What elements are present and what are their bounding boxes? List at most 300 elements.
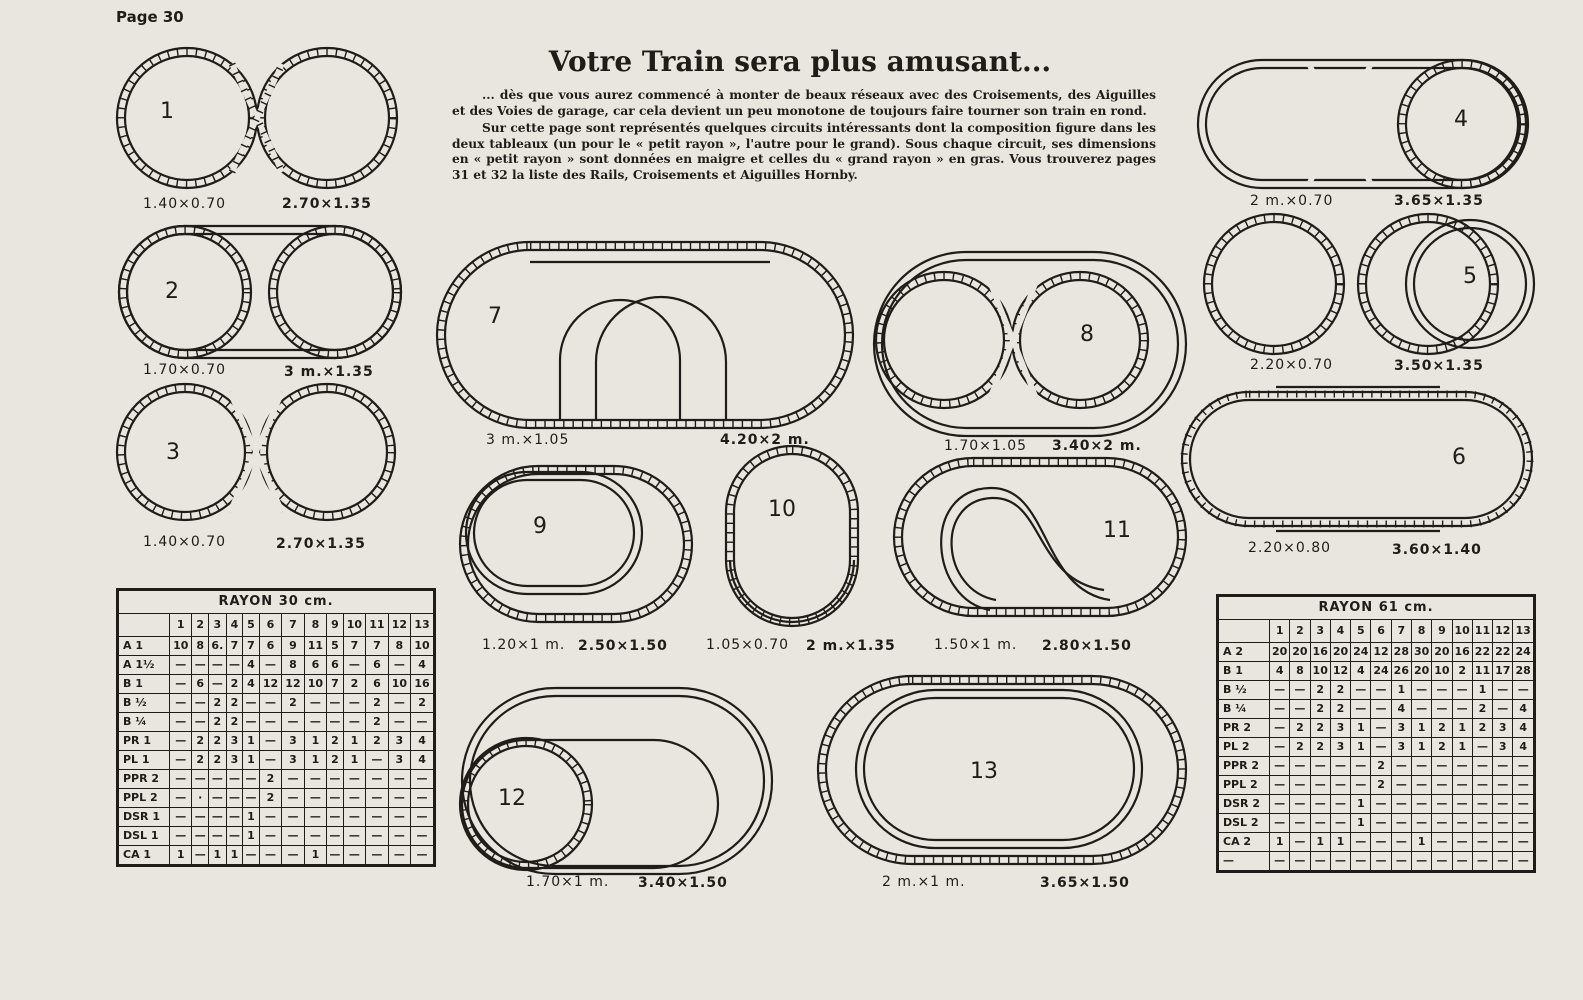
table-cell: —	[226, 770, 243, 789]
table-cell: —	[1351, 776, 1371, 795]
circuit-11-large-dims: 2.80×1.50	[1042, 638, 1132, 654]
table-cell: 1	[1411, 719, 1431, 738]
row-label: PPR 2	[1218, 757, 1270, 776]
table-cell: 1	[170, 846, 192, 866]
table-cell: —	[192, 770, 209, 789]
table-cell: —	[192, 713, 209, 732]
table-cell: 3	[282, 732, 304, 751]
table-cell: —	[1351, 700, 1371, 719]
table-cell: 1	[1411, 833, 1431, 852]
table-cell: —	[388, 827, 410, 846]
table-cell: —	[327, 694, 344, 713]
column-header: 10	[1452, 620, 1472, 643]
column-header: 12	[1493, 620, 1513, 643]
circuit-6-large-dims: 3.60×1.40	[1392, 542, 1482, 558]
table-cell: 2	[226, 713, 243, 732]
table-cell: —	[282, 789, 304, 808]
table-cell: —	[226, 789, 243, 808]
table-cell: 1	[209, 846, 227, 866]
table-cell: 3	[388, 751, 410, 770]
table-cell: —	[170, 675, 192, 694]
table-cell: —	[1452, 681, 1472, 700]
table-cell: —	[366, 789, 388, 808]
table-cell: —	[1472, 776, 1492, 795]
table-cell: —	[1290, 700, 1310, 719]
table-cell: —	[1371, 719, 1391, 738]
table-cell: —	[1411, 852, 1431, 872]
column-header: 7	[1391, 620, 1411, 643]
table-cell: —	[282, 713, 304, 732]
table-cell: —	[1290, 795, 1310, 814]
table-cell: —	[259, 656, 281, 675]
table-cell: —	[327, 770, 344, 789]
table-cell: —	[343, 713, 365, 732]
table-cell: 16	[1452, 643, 1472, 662]
table-cell: 2	[226, 675, 243, 694]
table-cell: —	[170, 751, 192, 770]
table-cell: —	[1493, 681, 1513, 700]
table-cell: —	[1493, 776, 1513, 795]
circuit-2-number: 2	[165, 279, 179, 304]
table-cell: —	[192, 808, 209, 827]
table-cell: 10	[170, 637, 192, 656]
table-cell: 10	[1432, 662, 1452, 681]
table-cell: 2	[226, 694, 243, 713]
column-header: 2	[192, 614, 209, 637]
circuit-12-number: 12	[498, 786, 526, 811]
table-cell: —	[366, 751, 388, 770]
table-cell: —	[209, 770, 227, 789]
table-cell: 4	[411, 656, 435, 675]
table-cell: —	[1513, 795, 1535, 814]
table-cell: —	[366, 770, 388, 789]
table-cell: —	[1351, 757, 1371, 776]
circuit-2-small-dims: 1.70×0.70	[143, 362, 227, 378]
table-cell: 1	[1351, 795, 1371, 814]
circuit-4-diagram	[1198, 60, 1528, 188]
table-cell: —	[1513, 757, 1535, 776]
row-label: B ¼	[118, 713, 170, 732]
table-cell: 2	[366, 732, 388, 751]
table-cell: —	[1290, 814, 1310, 833]
table-row	[1218, 681, 1535, 700]
table-cell: —	[1270, 757, 1290, 776]
table-cell: —	[259, 751, 281, 770]
table-row	[118, 656, 435, 675]
table-cell: —	[1391, 833, 1411, 852]
table-cell: —	[1493, 795, 1513, 814]
table-cell: 6	[304, 656, 326, 675]
table-row	[118, 827, 435, 846]
circuit-6-number: 6	[1452, 445, 1466, 470]
table-cell: —	[1472, 795, 1492, 814]
circuit-4-number: 4	[1454, 107, 1468, 132]
circuit-4-small-dims: 2 m.×0.70	[1250, 193, 1334, 209]
table-cell: —	[1351, 681, 1371, 700]
circuit-3-large-dims: 2.70×1.35	[276, 536, 366, 552]
table-cell: 4	[1513, 738, 1535, 757]
table-cell: —	[243, 694, 260, 713]
table-cell: 6	[327, 656, 344, 675]
table-cell: 10	[1310, 662, 1330, 681]
table-cell: 2	[209, 732, 227, 751]
table-cell: —	[1472, 833, 1492, 852]
table-cell: —	[1270, 700, 1290, 719]
row-label: DSL 2	[1218, 814, 1270, 833]
table-cell: 1	[1351, 814, 1371, 833]
row-label: PL 1	[118, 751, 170, 770]
circuit-3-number: 3	[166, 440, 180, 465]
row-label: B 1	[1218, 662, 1270, 681]
intro-paragraph-1: ... dès que vous aurez commencé à monter de beaux réseaux avec des Croisements, des Aiguilles et des Voies de garage, car cela devient un peu monotone de toujours faire tourner son train en rond.	[452, 88, 1156, 118]
table-cell: —	[1432, 757, 1452, 776]
table-cell: 1	[1391, 681, 1411, 700]
rayon-61-table	[1216, 594, 1536, 873]
table-cell: —	[192, 694, 209, 713]
table-cell: 3	[1391, 719, 1411, 738]
table-cell: —	[1513, 776, 1535, 795]
table-row	[1218, 852, 1535, 872]
table-cell: —	[1493, 814, 1513, 833]
column-header: 8	[304, 614, 326, 637]
column-header: 5	[243, 614, 260, 637]
table-cell: —	[1411, 795, 1431, 814]
circuit-11-diagram	[894, 458, 1186, 616]
table-cell: 3	[1330, 719, 1350, 738]
table-cell: —	[343, 827, 365, 846]
circuit-11-number: 11	[1103, 518, 1131, 543]
row-label: DSR 2	[1218, 795, 1270, 814]
table-cell: 4	[1270, 662, 1290, 681]
table-cell: 20	[1270, 643, 1290, 662]
table-cell: 2	[192, 751, 209, 770]
table-cell: 1	[243, 808, 260, 827]
table-row	[1218, 776, 1535, 795]
column-header: 1	[1270, 620, 1290, 643]
table-cell: 1	[1411, 738, 1431, 757]
circuit-5-large-dims: 3.50×1.35	[1394, 358, 1484, 374]
table-row	[1218, 662, 1535, 681]
table-cell: 2	[1452, 662, 1472, 681]
table-cell: 2	[1310, 719, 1330, 738]
table-cell: 4	[1513, 700, 1535, 719]
table-cell: —	[411, 770, 435, 789]
table-cell: —	[1310, 776, 1330, 795]
rayon-61-caption: RAYON 61 cm.	[1218, 596, 1535, 620]
table-cell: 2	[1330, 681, 1350, 700]
table-cell: 2	[209, 694, 227, 713]
table-cell: —	[327, 827, 344, 846]
table-cell: —	[259, 827, 281, 846]
table-cell: —	[327, 789, 344, 808]
table-cell: ·	[192, 789, 209, 808]
table-cell: —	[304, 713, 326, 732]
circuit-13-number: 13	[970, 759, 998, 784]
table-cell: —	[388, 808, 410, 827]
table-row	[118, 751, 435, 770]
table-cell: 3	[388, 732, 410, 751]
table-cell: —	[170, 732, 192, 751]
circuit-13-diagram	[818, 676, 1186, 864]
table-cell: 24	[1513, 643, 1535, 662]
table-cell: —	[170, 713, 192, 732]
circuit-9-number: 9	[533, 514, 547, 539]
row-label: PL 2	[1218, 738, 1270, 757]
table-cell: 1	[343, 751, 365, 770]
circuit-5-small-dims: 2.20×0.70	[1250, 357, 1334, 373]
circuit-5-number: 5	[1463, 264, 1477, 289]
table-cell: —	[304, 808, 326, 827]
table-cell: —	[1310, 757, 1330, 776]
table-cell: 2	[343, 675, 365, 694]
table-cell: 20	[1330, 643, 1350, 662]
column-header: 9	[1432, 620, 1452, 643]
table-cell: —	[1290, 681, 1310, 700]
table-cell: 28	[1391, 643, 1411, 662]
table-cell: 11	[304, 637, 326, 656]
table-cell: —	[388, 713, 410, 732]
table-cell: 16	[1310, 643, 1330, 662]
row-label: B ¼	[1218, 700, 1270, 719]
column-header: 3	[1310, 620, 1330, 643]
table-cell: 1	[304, 751, 326, 770]
table-cell: —	[209, 808, 227, 827]
circuit-9-diagram	[460, 466, 692, 622]
table-cell: 1	[1270, 833, 1290, 852]
circuit-4-large-dims: 3.65×1.35	[1394, 193, 1484, 209]
table-cell: 1	[1351, 719, 1371, 738]
table-cell: 6	[366, 656, 388, 675]
table-cell: —	[1432, 852, 1452, 872]
table-cell: 10	[411, 637, 435, 656]
table-cell: 2	[1310, 681, 1330, 700]
table-cell: —	[1432, 795, 1452, 814]
table-cell: —	[343, 808, 365, 827]
table-cell: —	[388, 846, 410, 866]
table-cell: 2	[259, 770, 281, 789]
table-cell: —	[1432, 776, 1452, 795]
table-cell: —	[1411, 814, 1431, 833]
table-cell: 1	[243, 827, 260, 846]
table-cell: —	[1452, 776, 1472, 795]
table-cell: 3	[1493, 719, 1513, 738]
column-header: 9	[327, 614, 344, 637]
table-cell: 4	[411, 732, 435, 751]
table-cell: —	[1513, 833, 1535, 852]
table-cell: —	[1330, 814, 1350, 833]
table-cell: —	[327, 846, 344, 866]
table-cell: —	[1452, 757, 1472, 776]
table-cell: 3	[226, 751, 243, 770]
table-cell: 12	[1371, 643, 1391, 662]
column-header: 12	[388, 614, 410, 637]
intro-paragraph-2: Sur cette page sont représentés quelques circuits intéressants dont la composition figure dans les deux tableaux (un pour le « petit rayon », l'autre pour le grand). Sous chaque circuit, ses dimensions en « petit rayon » sont données en maigre et celles du « grand rayon » en gras. Vous trouverez pages 31 et 32 la liste des Rails, Croisements et Aiguilles Hornby.	[452, 121, 1156, 182]
table-cell: —	[1452, 795, 1472, 814]
table-cell: 2	[1330, 700, 1350, 719]
table-cell: 20	[1411, 662, 1431, 681]
circuit-8-small-dims: 1.70×1.05	[944, 438, 1028, 454]
page-number: Page 30	[116, 8, 184, 26]
table-cell: 2	[1432, 719, 1452, 738]
table-cell: —	[209, 675, 227, 694]
table-row	[1218, 643, 1535, 662]
table-cell: —	[1371, 681, 1391, 700]
table-cell: 1	[1452, 738, 1472, 757]
row-label: —	[1218, 852, 1270, 872]
circuit-7-diagram	[437, 242, 853, 428]
table-cell: 6.	[209, 637, 227, 656]
table-row	[118, 713, 435, 732]
row-label: PPL 2	[118, 789, 170, 808]
table-cell: 2	[1432, 738, 1452, 757]
table-cell: 2	[1290, 738, 1310, 757]
table-row	[118, 637, 435, 656]
table-row	[118, 789, 435, 808]
table-cell: —	[259, 808, 281, 827]
column-header: 6	[1371, 620, 1391, 643]
table-row	[118, 732, 435, 751]
table-row	[118, 694, 435, 713]
table-cell: —	[243, 713, 260, 732]
table-cell: —	[1371, 795, 1391, 814]
table-cell: —	[1290, 833, 1310, 852]
table-cell: —	[388, 656, 410, 675]
table-cell: 7	[343, 637, 365, 656]
table-cell: —	[1391, 776, 1411, 795]
column-header: 4	[1330, 620, 1350, 643]
table-cell: 2	[1310, 738, 1330, 757]
table-cell: 2	[259, 789, 281, 808]
table-cell: —	[1290, 757, 1310, 776]
table-cell: 22	[1472, 643, 1492, 662]
table-cell: —	[192, 846, 209, 866]
table-cell: —	[388, 770, 410, 789]
table-cell: 3	[1493, 738, 1513, 757]
circuit-6-diagram	[1182, 387, 1532, 531]
circuit-7-small-dims: 3 m.×1.05	[486, 432, 570, 448]
table-cell: —	[1472, 738, 1492, 757]
row-label: PR 2	[1218, 719, 1270, 738]
table-cell: —	[1270, 814, 1290, 833]
table-cell: 2	[282, 694, 304, 713]
table-cell: 5	[327, 637, 344, 656]
table-cell: —	[1270, 738, 1290, 757]
table-cell: —	[411, 808, 435, 827]
table-cell: —	[1391, 814, 1411, 833]
table-cell: —	[1371, 852, 1391, 872]
table-cell: —	[1371, 814, 1391, 833]
rayon-30-table	[116, 588, 436, 867]
table-row	[1218, 757, 1535, 776]
table-cell: 3	[1391, 738, 1411, 757]
circuit-12-large-dims: 3.40×1.50	[638, 875, 728, 891]
circuit-8-large-dims: 3.40×2 m.	[1052, 438, 1142, 454]
table-cell: 20	[1432, 643, 1452, 662]
table-cell: 22	[1493, 643, 1513, 662]
table-cell: 2	[1310, 700, 1330, 719]
table-cell: 2	[411, 694, 435, 713]
table-cell: —	[1310, 814, 1330, 833]
table-cell: 12	[1330, 662, 1350, 681]
table-cell: —	[388, 694, 410, 713]
circuit-12-small-dims: 1.70×1 m.	[526, 874, 610, 890]
table-cell: —	[1270, 719, 1290, 738]
table-cell: —	[1452, 700, 1472, 719]
table-cell: —	[282, 770, 304, 789]
rayon-61-body	[1218, 620, 1535, 872]
table-cell: 8	[192, 637, 209, 656]
table-cell: 2	[1371, 776, 1391, 795]
table-row	[1218, 700, 1535, 719]
table-cell: —	[304, 789, 326, 808]
table-cell: —	[1330, 852, 1350, 872]
table-cell: —	[1391, 757, 1411, 776]
table-cell: —	[282, 827, 304, 846]
table-cell: —	[243, 770, 260, 789]
table-cell: 1	[243, 751, 260, 770]
table-row	[1218, 738, 1535, 757]
rayon-30-caption: RAYON 30 cm.	[118, 590, 435, 614]
circuit-1-number: 1	[160, 99, 174, 124]
table-cell: —	[1351, 852, 1371, 872]
table-cell: 1	[1452, 719, 1472, 738]
table-row	[118, 808, 435, 827]
table-cell: —	[1411, 776, 1431, 795]
table-cell: 6	[192, 675, 209, 694]
column-header: 11	[1472, 620, 1492, 643]
table-cell: —	[1270, 776, 1290, 795]
table-cell: —	[411, 827, 435, 846]
row-label: DSL 1	[118, 827, 170, 846]
table-cell: 3	[282, 751, 304, 770]
row-label: CA 2	[1218, 833, 1270, 852]
table-cell: 11	[1472, 662, 1492, 681]
circuit-9-large-dims: 2.50×1.50	[578, 638, 668, 654]
table-cell: —	[170, 770, 192, 789]
table-cell: 8	[1290, 662, 1310, 681]
rayon-30-body	[118, 614, 435, 866]
row-label: A 1	[118, 637, 170, 656]
table-cell: —	[192, 656, 209, 675]
table-cell: —	[1310, 795, 1330, 814]
table-cell: —	[226, 808, 243, 827]
table-cell: 4	[1351, 662, 1371, 681]
table-cell: —	[1371, 833, 1391, 852]
table-cell: —	[1432, 833, 1452, 852]
table-cell: 24	[1351, 643, 1371, 662]
table-cell: 20	[1290, 643, 1310, 662]
page-title: Votre Train sera plus amusant...	[548, 45, 1052, 78]
circuit-9-small-dims: 1.20×1 m.	[482, 637, 566, 653]
circuit-10-large-dims: 2 m.×1.35	[806, 638, 896, 654]
table-cell: —	[411, 713, 435, 732]
circuit-11-small-dims: 1.50×1 m.	[934, 637, 1018, 653]
table-cell: 2	[1290, 719, 1310, 738]
table-cell: 24	[1371, 662, 1391, 681]
table-cell: 2	[366, 694, 388, 713]
row-label: DSR 1	[118, 808, 170, 827]
table-cell: 26	[1391, 662, 1411, 681]
circuit-2-large-dims: 3 m.×1.35	[284, 364, 374, 380]
table-cell: 2	[366, 713, 388, 732]
table-cell: 1	[343, 732, 365, 751]
table-cell: 3	[1330, 738, 1350, 757]
table-cell: 1	[1472, 681, 1492, 700]
table-cell: —	[1513, 814, 1535, 833]
table-cell: —	[282, 808, 304, 827]
table-cell: —	[1432, 814, 1452, 833]
circuit-7-number: 7	[488, 304, 502, 329]
